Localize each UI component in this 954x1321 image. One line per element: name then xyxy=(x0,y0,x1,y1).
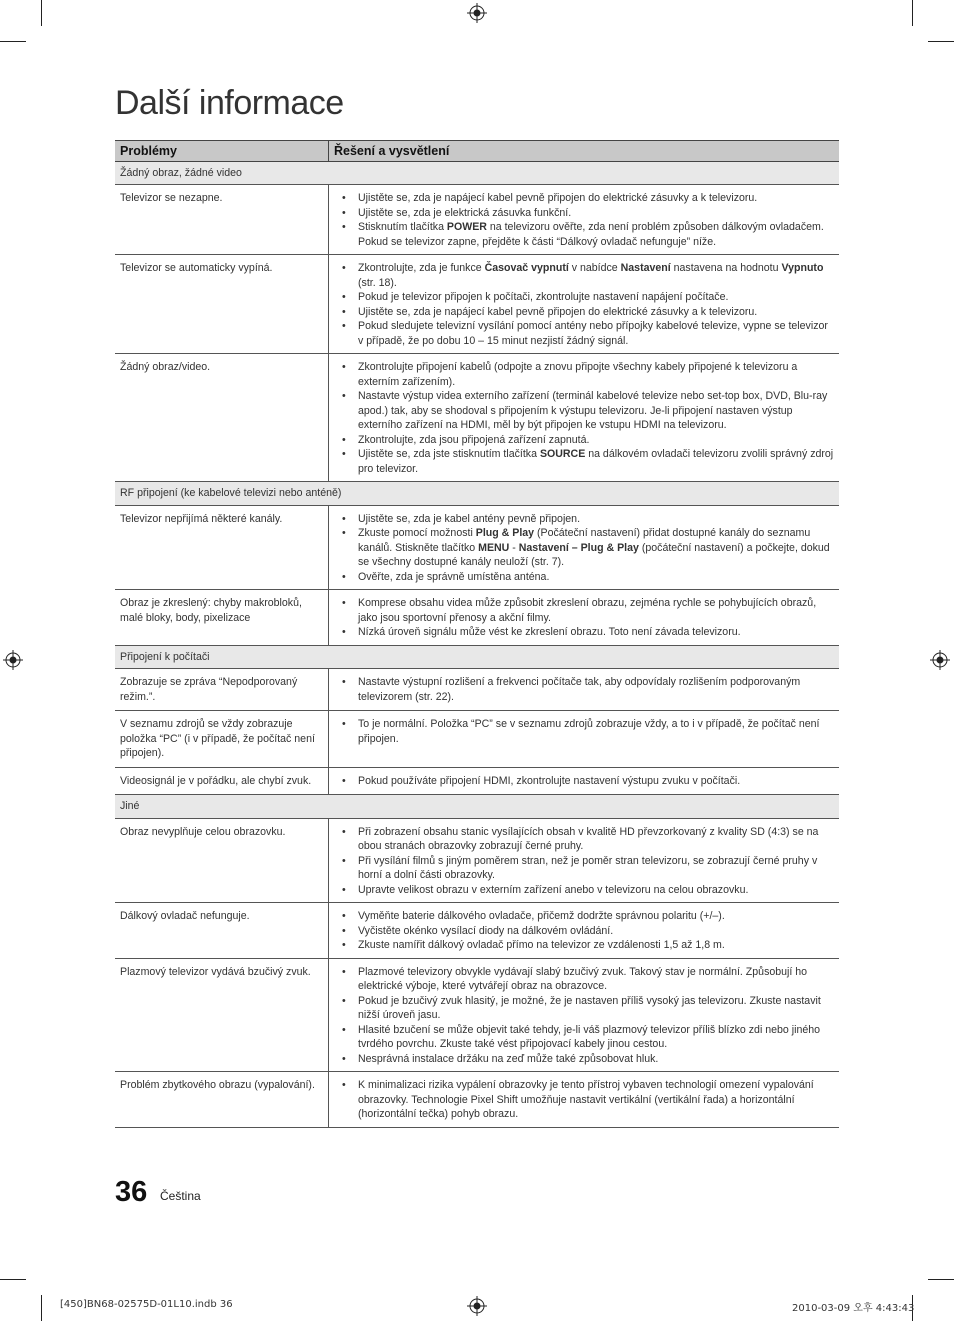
page-title: Další informace xyxy=(115,84,344,122)
table-row xyxy=(115,903,839,959)
problem-cell: Televizor se automaticky vypíná. xyxy=(115,255,329,354)
solution-item: • Hlasité bzučení se může objevit také tehdy, je-li váš plazmový televizor příliš blízko zdi nebo jiného tvrdého povrchu. Zkuste také vést připojovací kabely jinou cestou. xyxy=(334,1023,834,1052)
solution-cell xyxy=(329,818,840,903)
page-number: 36 xyxy=(115,1176,148,1208)
solution-item: • Komprese obsahu videa může způsobit zkreslení obrazu, zejména rychle se pohybujících obrazů, jako jsou sportovní přenosy a akční filmy. xyxy=(334,596,834,625)
crop-mark xyxy=(41,1295,42,1321)
problem-cell: Televizor se nezapne. xyxy=(115,185,329,255)
section-row xyxy=(115,482,839,506)
crop-mark xyxy=(928,41,954,42)
solution-list xyxy=(334,717,834,746)
registration-mark-icon xyxy=(3,650,23,670)
solution-item: • Ujistěte se, zda je napájecí kabel pevně připojen do elektrické zásuvky a k televizoru. xyxy=(334,305,834,320)
table-row xyxy=(115,354,839,482)
solution-item: • Pokud používáte připojení HDMI, zkontrolujte nastavení výstupu zvuku v počítači. xyxy=(334,774,834,789)
solution-item: • Zkuste pomocí možnosti Plug & Play (Počáteční nastavení) přidat dostupné kanály do seznamu kanálů. Stiskněte tlačítko MENU - Nastavení – Plug & Play (počáteční nastavení) a počkejte, dokud se všechny dostupné kanály neuloží (str. 7). xyxy=(334,526,834,570)
solution-cell xyxy=(329,185,840,255)
problem-cell: Obraz nevyplňuje celou obrazovku. xyxy=(115,818,329,903)
section-row xyxy=(115,161,839,185)
solution-item: • Nízká úroveň signálu může vést ke zkreslení obrazu. Toto není závada televizoru. xyxy=(334,625,834,640)
solution-list xyxy=(334,825,834,898)
solution-item: • Ujistěte se, zda jste stisknutím tlačítka SOURCE na dálkovém ovladači televizoru zvolili správný zdroj pro televizor. xyxy=(334,447,834,476)
table-row xyxy=(115,818,839,903)
table-row xyxy=(115,505,839,590)
section-label: Připojení k počítači xyxy=(115,645,839,669)
crop-mark xyxy=(912,0,913,26)
solution-list xyxy=(334,965,834,1067)
solution-cell xyxy=(329,958,840,1072)
problem-cell: Zobrazuje se zpráva “Nepodporovaný režim.”. xyxy=(115,669,329,711)
column-header-problems: Problémy xyxy=(115,141,329,162)
solution-item: • Pokud sledujete televizní vysílání pomocí antény nebo přípojky kabelové televize, vypne se televizor v případě, že po dobu 10 – 15 minut nezjistí žádný signál. xyxy=(334,319,834,348)
crop-mark xyxy=(928,1279,954,1280)
solution-item: • Ujistěte se, zda je kabel antény pevně připojen. xyxy=(334,512,834,527)
troubleshooting-table xyxy=(115,140,839,1128)
section-label: RF připojení (ke kabelové televizi nebo anténě) xyxy=(115,482,839,506)
problem-cell: Žádný obraz/video. xyxy=(115,354,329,482)
solution-item: • Ověřte, zda je správně umístěna anténa. xyxy=(334,570,834,585)
solution-item: • Zkontrolujte, zda jsou připojená zařízení zapnutá. xyxy=(334,433,834,448)
problem-cell: Obraz je zkreslený: chyby makrobloků, malé bloky, body, pixelizace xyxy=(115,590,329,646)
solution-cell xyxy=(329,590,840,646)
crop-mark xyxy=(0,1279,26,1280)
solution-item: • Ujistěte se, zda je elektrická zásuvka funkční. xyxy=(334,206,834,221)
solution-item: • Nastavte výstupní rozlišení a frekvenci počítače tak, aby odpovídaly rozlišením podporovaným televizorem (str. 22). xyxy=(334,675,834,704)
solution-list xyxy=(334,261,834,348)
solution-item: • Při vysílání filmů s jiným poměrem stran, než je poměr stran televizoru, se zobrazují černé pruhy v horní a dolní části obrazovky. xyxy=(334,854,834,883)
solution-cell xyxy=(329,354,840,482)
solution-item: • Při zobrazení obsahu stanic vysílajících obsah v kvalitě HD převzorkovaný z kvality SD (4:3) se na obou stranách obrazovky zobrazují černé pruhy. xyxy=(334,825,834,854)
section-label: Jiné xyxy=(115,795,839,819)
solution-item: • Zkuste namířit dálkový ovladač přímo na televizor ze vzdálenosti 1,5 až 1,8 m. xyxy=(334,938,834,953)
solution-item: • To je normální. Položka “PC” se v seznamu zdrojů zobrazuje vždy, a to i v případě, že počítač není připojen. xyxy=(334,717,834,746)
solution-cell xyxy=(329,711,840,768)
solution-item: • Pokud je bzučivý zvuk hlasitý, je možné, že je nastaven příliš vysoký jas televizoru. Zkuste nastavit nižší úroveň jasu. xyxy=(334,994,834,1023)
solution-list xyxy=(334,774,834,789)
page-language: Čeština xyxy=(160,1189,201,1203)
solution-cell xyxy=(329,255,840,354)
table-body xyxy=(115,161,839,1127)
table-row xyxy=(115,711,839,768)
solution-cell xyxy=(329,767,840,795)
solution-item: • Stisknutím tlačítka POWER na televizoru ověřte, zda není problém způsoben dálkovým ovladačem. Pokud se televizor zapne, přejděte k části “Dálkový ovladač nefunguje” níže. xyxy=(334,220,834,249)
solution-list xyxy=(334,596,834,640)
solution-cell xyxy=(329,669,840,711)
solution-cell xyxy=(329,505,840,590)
table-row xyxy=(115,1072,839,1128)
table-row xyxy=(115,590,839,646)
solution-list xyxy=(334,360,834,476)
solution-list xyxy=(334,1078,834,1122)
solution-item: • K minimalizaci rizika vypálení obrazovky je tento přístroj vybaven technologií omezení vypalování obrazovky. Technologie Pixel Shift umožňuje nastavit vertikální (vertikální řada) a horizontální (horizontální tečka) pohyb obrazu. xyxy=(334,1078,834,1122)
solution-item: • Nastavte výstup videa externího zařízení (terminál kabelové televize nebo set-top box, DVD, Blu-ray apod.) tak, aby se shodoval s připojením k výstupu televizoru. Je-li připojení nastaven výstup externího zařízení na HDMI, měl by být připojen ke vstupu HDMI na televizoru. xyxy=(334,389,834,433)
solution-item: • Nesprávná instalace držáku na zeď může také způsobovat hluk. xyxy=(334,1052,834,1067)
section-row xyxy=(115,645,839,669)
solution-item: • Ujistěte se, zda je napájecí kabel pevně připojen do elektrické zásuvky a k televizoru. xyxy=(334,191,834,206)
solution-list xyxy=(334,909,834,953)
crop-mark xyxy=(0,41,26,42)
solution-item: • Vyčistěte okénko vysílací diody na dálkovém ovládání. xyxy=(334,924,834,939)
table-row xyxy=(115,958,839,1072)
solution-item: • Vyměňte baterie dálkového ovladače, přičemž dodržte správnou polaritu (+/–). xyxy=(334,909,834,924)
solution-cell xyxy=(329,903,840,959)
problem-cell: Plazmový televizor vydává bzučivý zvuk. xyxy=(115,958,329,1072)
registration-mark-icon xyxy=(930,650,950,670)
table-row xyxy=(115,767,839,795)
table-row xyxy=(115,669,839,711)
solution-list xyxy=(334,675,834,704)
registration-mark-icon xyxy=(467,1296,487,1316)
solution-item: • Upravte velikost obrazu v externím zařízení anebo v televizoru na celou obrazovku. xyxy=(334,883,834,898)
print-date-info: 2010-03-09 오후 4:43:43 xyxy=(792,1303,915,1314)
table-row xyxy=(115,185,839,255)
problem-cell: Televizor nepřijímá některé kanály. xyxy=(115,505,329,590)
solution-item: • Zkontrolujte připojení kabelů (odpojte a znovu připojte všechny kabely připojené k televizoru a externím zařízením). xyxy=(334,360,834,389)
solution-item: • Plazmové televizory obvykle vydávají slabý bzučivý zvuk. Takový stav je normální. Způsobují ho elektrické výboje, které vytvářejí obraz na obrazovce. xyxy=(334,965,834,994)
crop-mark xyxy=(41,0,42,26)
solution-item: • Zkontrolujte, zda je funkce Časovač vypnutí v nabídce Nastavení nastavena na hodnotu Vypnuto (str. 18). xyxy=(334,261,834,290)
table-header-row xyxy=(115,141,839,162)
problem-cell: Videosignál je v pořádku, ale chybí zvuk. xyxy=(115,767,329,795)
solution-item: • Pokud je televizor připojen k počítači, zkontrolujte nastavení napájení počítače. xyxy=(334,290,834,305)
section-label: Žádný obraz, žádné video xyxy=(115,161,839,185)
solution-list xyxy=(334,191,834,249)
registration-mark-icon xyxy=(467,3,487,23)
print-file-info: [450]BN68-02575D-01L10.indb 36 xyxy=(60,1299,233,1310)
problem-cell: Problém zbytkového obrazu (vypalování). xyxy=(115,1072,329,1128)
table-row xyxy=(115,255,839,354)
problem-cell: Dálkový ovladač nefunguje. xyxy=(115,903,329,959)
solution-cell xyxy=(329,1072,840,1128)
section-row xyxy=(115,795,839,819)
problem-cell: V seznamu zdrojů se vždy zobrazuje položka “PC” (i v případě, že počítač není připojen). xyxy=(115,711,329,768)
solution-list xyxy=(334,512,834,585)
column-header-solutions: Řešení a vysvětlení xyxy=(329,141,840,162)
